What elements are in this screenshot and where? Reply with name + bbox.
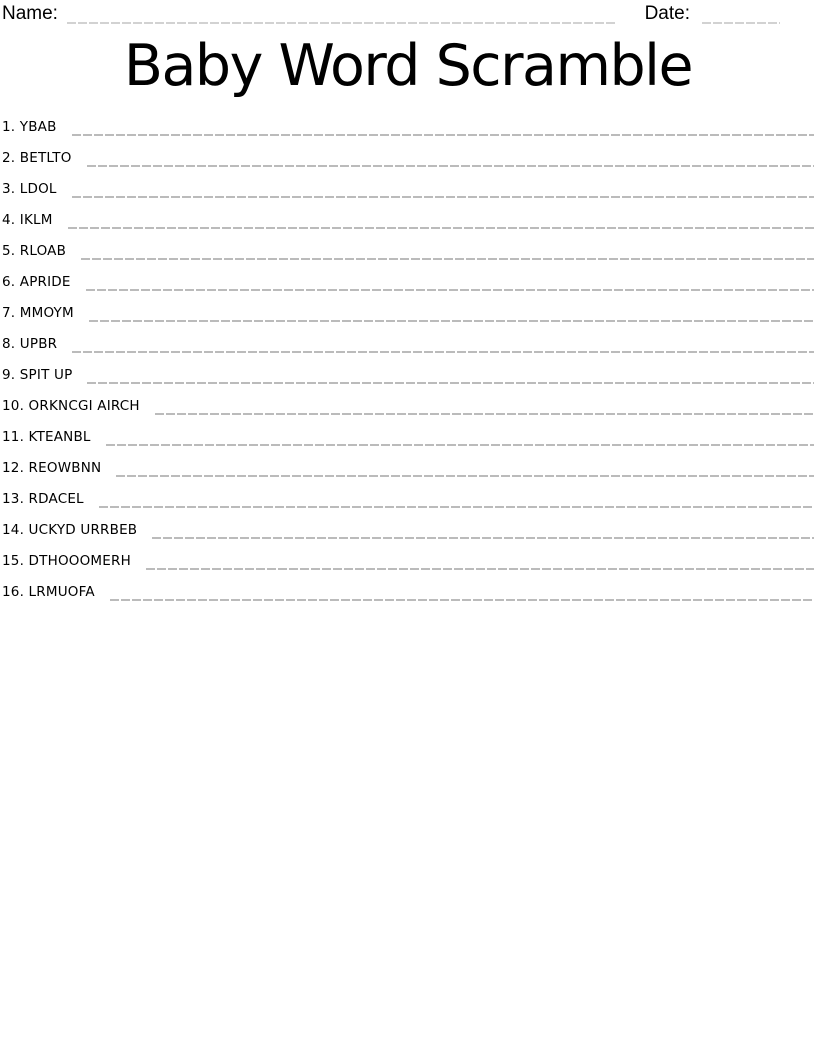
scramble-item xyxy=(2,236,814,267)
scramble-item-label: 12. REOWBNN xyxy=(2,460,102,476)
header-row xyxy=(0,0,816,26)
scramble-item-label: 15. DTHOOOMERH xyxy=(2,553,131,569)
scramble-item-label: 9. SPIT UP xyxy=(2,367,73,383)
answer-line xyxy=(81,255,814,260)
answer-line xyxy=(68,224,814,229)
answer-line xyxy=(152,534,814,539)
answer-line xyxy=(116,472,814,477)
scramble-item xyxy=(2,112,814,143)
scramble-item-label: 13. RDACEL xyxy=(2,491,84,507)
scramble-item-label: 11. KTEANBL xyxy=(2,429,91,445)
answer-line xyxy=(99,503,814,508)
date-label: Date: xyxy=(644,3,690,24)
scramble-item-label: 1. YBAB xyxy=(2,119,57,135)
scramble-item xyxy=(2,546,814,577)
answer-line xyxy=(89,317,814,322)
answer-line xyxy=(87,379,814,384)
scramble-item xyxy=(2,174,814,205)
name-label: Name: xyxy=(2,3,58,24)
scramble-item xyxy=(2,329,814,360)
scramble-item xyxy=(2,360,814,391)
scramble-list xyxy=(0,112,816,608)
answer-line xyxy=(106,441,814,446)
scramble-item xyxy=(2,391,814,422)
scramble-item-label: 5. RLOAB xyxy=(2,243,67,259)
answer-line xyxy=(87,162,814,167)
answer-line xyxy=(72,131,814,136)
answer-line xyxy=(146,565,814,570)
date-blank-line xyxy=(702,19,780,24)
scramble-item-label: 10. ORKNCGI AIRCH xyxy=(2,398,140,414)
scramble-item xyxy=(2,205,814,236)
scramble-item-label: 2. BETLTO xyxy=(2,150,72,166)
scramble-item-label: 3. LDOL xyxy=(2,181,57,197)
scramble-item-label: 7. MMOYM xyxy=(2,305,74,321)
scramble-item-label: 14. UCKYD URRBEB xyxy=(2,522,138,538)
answer-line xyxy=(72,193,814,198)
scramble-item xyxy=(2,484,814,515)
scramble-item xyxy=(2,422,814,453)
scramble-item xyxy=(2,267,814,298)
answer-line xyxy=(110,596,814,601)
scramble-item xyxy=(2,453,814,484)
scramble-item-label: 16. LRMUOFA xyxy=(2,584,95,600)
scramble-item xyxy=(2,577,814,608)
page-title: Baby Word Scramble xyxy=(123,33,693,99)
scramble-item-label: 4. IKLM xyxy=(2,212,53,228)
name-blank-line xyxy=(67,19,615,24)
scramble-item xyxy=(2,143,814,174)
scramble-item xyxy=(2,298,814,329)
scramble-item-label: 8. UPBR xyxy=(2,336,58,352)
answer-line xyxy=(72,348,814,353)
answer-line xyxy=(86,286,814,291)
scramble-item xyxy=(2,515,814,546)
scramble-item-label: 6. APRIDE xyxy=(2,274,71,290)
answer-line xyxy=(155,410,814,415)
